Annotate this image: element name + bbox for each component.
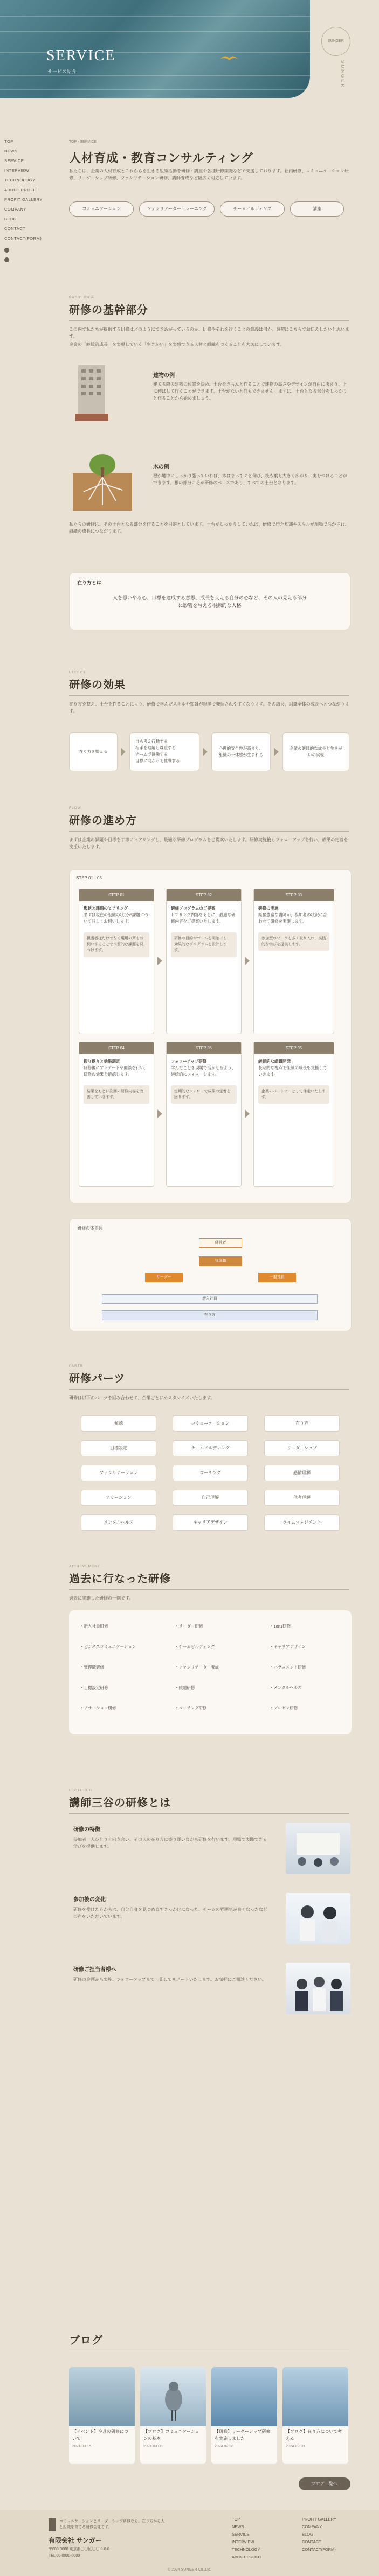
diagram-caption: 研修の体系図 [77,1226,103,1231]
footer-link[interactable]: PROFIT GALLERY [302,2517,336,2522]
arrow-right-icon [245,957,250,965]
part-item[interactable]: リーダーシップ [264,1440,340,1456]
part-item[interactable]: メンタルヘルス [81,1514,156,1531]
blog-post-date: 2024.02.28 [215,2444,234,2448]
nav-item[interactable]: TECHNOLOGY [4,178,36,183]
step-card [166,1042,242,1187]
diagram-node: リーダー [145,1273,183,1282]
past-item: ・管理職研修 [80,1665,104,1670]
blog-thumbnail [282,2367,348,2426]
step-title: 継続的な組織開発 [258,1059,291,1064]
effect-list-item: 自ら考え行動する [135,739,168,744]
step-card [253,1042,334,1187]
step-head: STEP 04 [79,1042,154,1054]
step-head: STEP 06 [254,1042,334,1054]
nav-item[interactable]: CONTACT [4,226,26,231]
blog-post-date: 2024.02.20 [286,2444,305,2448]
arrow-right-icon [157,957,162,965]
side-nav [4,137,58,266]
base-mini: BASIC IDEA [69,296,94,299]
step-note: 定期的なフォローで成果の定着を図ります。 [171,1085,237,1104]
step-card [253,889,334,1034]
lecturer-item-text: 研修の企画から実施、フォローアップまで一貫してサポートいたします。お気軽にご相談ください。 [73,1977,266,1982]
step-note: 担当者様だけでなく現場の声もお伺いすることで本質的な課題を見つけます。 [84,932,149,957]
footer-link[interactable]: CONTACT(FORM) [302,2547,336,2552]
footer-link[interactable]: BLOG [302,2532,313,2537]
blog-more-button[interactable]: ブログ一覧へ [299,2477,350,2490]
step-body: 学んだことを現場で活かせるよう、継続的にフォローします。 [171,1065,236,1077]
effect-card: 在り方を整える [69,732,118,771]
lecturer-item-text: 研修を受けた方からは、自分自身を見つめ直すきっかけになった、チームの雰囲気が良くなったなどの声をいただいています。 [73,1907,267,1919]
step-body: 研修後にアンケートや面談を行い、研修の効果を確認します。 [84,1065,148,1077]
brand-vertical: SUNGER [340,60,345,89]
footer-copyright: © 2024 SUNGER Co.,Ltd. [167,2568,212,2572]
past-item: ・傾聴研修 [175,1685,195,1690]
block1-text: 建てる際の建物の位置を決め、土台をきちんと作ることで建物の高さやデザインが自由に決まり、上に伸ばして行くことができます。土台がないと何もできません。まずは、土台となる部分をしっかりと作ることから始めましょう。 [153,382,347,401]
step-body: 経験豊富な講師が、参加者の状況に合わせて研修を実施します。 [258,912,327,924]
tree-illustration [73,451,132,511]
arrow-right-icon [121,748,126,756]
step-card [166,889,242,1034]
lecturer-item-title: 研修ご担当者様へ [73,1967,116,1973]
facebook-icon[interactable] [4,257,9,262]
step-note: 研修の目的やゴールを明確にし、効果的なプログラムを設計します。 [171,932,237,957]
callout-title: 在り方とは [77,580,102,585]
nav-item[interactable]: SERVICE [4,158,24,163]
step-body: ヒアリング内容をもとに、最適な研修内容をご提案いたします。 [171,912,236,924]
page-title: 人材育成・教育コンサルティング [69,151,253,165]
nav-item[interactable]: INTERVIEW [4,168,30,173]
step-card [79,889,154,1034]
effect-list-item: 目標に向かって挑戦する [135,758,180,763]
footer-address: 〒000-0000 東京都〇〇区〇〇 0-0-0 [49,2547,109,2551]
part-item[interactable]: 他者理解 [264,1490,340,1506]
past-item: ・ハラスメント研修 [270,1665,306,1670]
pill-teambuilding[interactable]: チームビルディング [220,201,285,217]
seminar-photo [286,1823,350,1874]
step-head: STEP 03 [254,889,334,901]
step-note: 結果をもとに次回の研修内容を改善していきます。 [84,1085,149,1104]
page-lead: 私たちは、企業の人材育成とこれからを生きる組織活動を研修・講座や各種研修開発などで支援しております。社内研修、コミュニケーション研修、リーダーシップ研修、ファシリテーション研修、講師養成など幅広く対応しています。 [69,169,349,180]
part-item[interactable]: キャリアデザイン [173,1514,248,1531]
callout-text: 人を思いやる心、目標を達成する意思、成長を支える自分の心など、その人の見える部分に影響を与える根源的な人格 [113,595,307,609]
step-head: STEP 05 [167,1042,241,1054]
part-item[interactable]: コーチング [173,1465,248,1481]
lecturer-item-title: 参加後の変化 [73,1897,106,1903]
block2-title: 木の例 [153,464,169,470]
past-title: 過去に行なった研修 [69,1573,171,1585]
bird-icon [219,54,239,62]
diagram-node: 在り方 [102,1310,318,1320]
footer-link[interactable]: CONTACT [302,2539,321,2544]
past-item: ・新入社員研修 [80,1624,108,1629]
effect-card: 企業の継続的な成長と生きがいの実現 [282,732,349,771]
arrow-right-icon [203,748,208,756]
step-head: STEP 01 [79,889,154,901]
blog-post-title: 【ブログ】コミュニケーションの基本 [143,2429,199,2441]
past-item: ・メンタルヘルス [270,1685,302,1690]
past-item: ・プレゼン研修 [270,1706,298,1711]
past-item: ・ファシリテーター養成 [175,1665,219,1670]
footer-logo-icon [49,2518,56,2531]
effect-list-item: チームで協働する [135,752,168,757]
footer-link[interactable]: SERVICE [232,2532,250,2537]
instagram-icon[interactable] [4,248,9,253]
diagram-node: 経営者 [199,1238,242,1248]
effect-mini: EFFECT [69,671,86,674]
past-item: ・コーチング研修 [175,1706,207,1711]
footer-link[interactable]: INTERVIEW [232,2539,254,2544]
part-item[interactable]: コミュニケーション [173,1415,248,1432]
pill-communication[interactable]: コミュニケーション [69,201,134,217]
blog-post-title: 【ブログ】在り方について考える [286,2429,342,2441]
base-intro2: 企業の「継続的成長」を実現していく「生きがい」を実感できる人材と組織をつくることを大切にしています。 [69,342,285,347]
office-photo [286,1893,350,1944]
past-item: ・アサーション研修 [80,1706,116,1711]
base-intro: この内で私たちが提供する研修はどのようにできあがっているのか、研修やそれを行うことの意義は何か。最初にこちらでお伝えしたいと思います。 [69,327,349,339]
step-card [79,1042,154,1187]
nav-item[interactable]: PROFIT GALLERY [4,197,43,202]
lecturer-title: 講師三谷の研修とは [69,1797,171,1809]
part-item[interactable]: タイムマネジメント [264,1514,340,1531]
diagram-panel [69,1218,352,1331]
diagram-node: 一般社員 [258,1273,296,1282]
lecturer-item-text: 参加者一人ひとりと向き合い、その人の在り方に寄り添いながら研修を行います。現場で実践できる学びを提供します。 [73,1837,267,1849]
part-item[interactable]: 在り方 [264,1415,340,1432]
divider [69,320,349,321]
step-title: フォローアップ研修 [171,1059,207,1064]
past-item: ・目標設定研修 [80,1685,108,1690]
footer-company: 有限会社 サンガー [49,2537,102,2544]
diagram-node: 新入社員 [102,1294,318,1304]
past-item: ・1on1研修 [270,1624,291,1629]
part-item[interactable]: ファシリテーション [81,1465,156,1481]
divider [69,1589,349,1590]
process-panel-label: STEP 01 - 03 [76,876,102,881]
part-item[interactable]: 自己理解 [173,1490,248,1506]
blog-card[interactable] [211,2367,277,2464]
pill-facilitator[interactable]: ファシリテータートレーニング [139,201,215,217]
process-mini: FLOW [69,806,81,810]
step-title: 研修プログラムのご提案 [171,906,216,911]
part-item[interactable]: アサーション [81,1490,156,1506]
lecturer-mini: LECTURER [69,1789,93,1792]
blog-card[interactable] [282,2367,348,2464]
blog-post-date: 2024.03.15 [72,2444,92,2448]
parts-intro: 研修は以下のパーツを組み合わせて、企業ごとにカスタマイズいたします。 [69,1395,215,1400]
effect-list-item: 相手を理解し尊重する [135,745,176,750]
footer-tel: TEL 00-0000-0000 [49,2554,80,2558]
footer-link[interactable]: COMPANY [302,2524,322,2529]
breadcrumb: TOP › SERVICE [69,140,97,144]
part-item[interactable]: チームビルディング [173,1440,248,1456]
step-note: 企業のパートナーとして伴走いたします。 [258,1085,329,1104]
base-title: 研修の基幹部分 [69,304,148,316]
past-panel [69,1610,352,1734]
blog-thumbnail [211,2367,277,2426]
blog-thumbnail [140,2367,206,2426]
step-note: 参加型のワークを多く取り入れ、実践的な学びを提供します。 [258,932,329,951]
footer-link[interactable]: ABOUT PROFIT [232,2554,262,2559]
social-icons-2 [4,256,58,266]
past-intro: 過去に実施した研修の一例です。 [69,1596,134,1601]
step-body: 長期的な視点で組織の成長を支援していきます。 [258,1065,327,1077]
blog-post-date: 2024.03.08 [143,2444,163,2448]
nav-item[interactable]: NEWS [4,149,18,153]
block1-title: 建物の例 [153,373,175,379]
nav-item[interactable]: CONTACT(FORM) [4,236,42,241]
hero-banner [0,0,310,98]
footer-link[interactable]: NEWS [232,2524,244,2529]
arrow-right-icon [245,1109,250,1118]
divider [69,695,349,696]
divider [69,831,349,832]
nav-item[interactable]: BLOG [4,217,17,221]
process-title: 研修の進め方 [69,815,137,827]
blog-thumbnail [69,2367,135,2426]
blog-card[interactable] [140,2367,206,2464]
past-item: ・キャリアデザイン [270,1644,306,1649]
blog-post-title: 【研修】リーダーシップ研修を実施しました [215,2429,271,2441]
footer-tagline: コミュニケーションとリーダーシップ研修なら。在り方から人と組織を育てる研修会社です。 [59,2519,165,2530]
nav-item[interactable]: ABOUT PROFIT [4,187,38,192]
parts-mini: PARTS [69,1364,84,1368]
lecturer-item-title: 研修の特徴 [73,1827,100,1833]
arrow-right-icon [274,748,279,756]
step-body: まずは現在の組織の状況や課題について詳しくお伺いします。 [84,912,148,924]
block2-text: 根が地中にしっかり張っていれば、木はまっすぐと伸び、枝も葉も大きく広がり、実をつけることができます。根の部分こそが研修のベースであり、すべての土台となります。 [153,473,347,485]
step-head: STEP 02 [167,889,241,901]
divider [69,1389,349,1390]
footer-link[interactable]: TOP [232,2517,240,2522]
social-icons [4,247,58,256]
step-title: 現状と課題のヒアリング [84,906,128,911]
meeting-photo [286,1963,350,2014]
process-intro: まずは企業の課題や目標を丁寧にヒアリングし、最適な研修プログラムをご提案いたします。研修実施後もフォローアップを行い、成果の定着を支援いたします。 [69,837,348,849]
past-item: ・リーダー研修 [175,1624,203,1629]
base-body: 私たちの研修は、その土台となる部分を作ることを目的としています。土台がしっかりしていれば、研修で得た知識やスキルが現場で活かされ、組織の成長につながります。 [69,522,349,534]
effect-card: 心理的安全性が高まり、組織の一体感が生まれる [211,732,271,771]
diagram-node: 管理職 [199,1256,242,1266]
past-item: ・ビジネスコミュニケーション [80,1644,136,1649]
divider [69,1813,349,1814]
past-mini: ACHIEVEMENT [69,1565,100,1568]
arrow-right-icon [157,1109,162,1118]
past-item: ・チームビルディング [175,1644,215,1649]
part-item[interactable]: 傾聴 [81,1415,156,1432]
building-illustration [73,360,111,424]
part-item[interactable]: 感情理解 [264,1465,340,1481]
logo-text: SUNGER [328,39,344,44]
hero-title: SERVICE [46,47,116,64]
logo[interactable] [321,27,350,56]
blog-title: ブログ [69,2335,103,2347]
step-title: 研修の実施 [258,906,279,911]
effect-list-card [129,732,199,771]
step-title: 振り返りと効果測定 [84,1059,120,1064]
effect-title: 研修の効果 [69,679,126,691]
part-item[interactable]: 目標設定 [81,1440,156,1456]
blog-post-title: 【イベント】今月の研修について [72,2429,128,2441]
footer-link[interactable]: TECHNOLOGY [232,2547,260,2552]
nav-item[interactable]: TOP [4,139,13,144]
blog-card[interactable] [69,2367,135,2464]
nav-item[interactable]: COMPANY [4,207,26,212]
callout-box [69,572,350,630]
hero-subtitle: サービス紹介 [47,69,77,74]
parts-title: 研修パーツ [69,1373,126,1385]
effect-intro: 在り方を整え、土台を作ることにより、研修で学んだスキルや知識が現場で発揮されやすくなります。その結果、組織全体の成長へとつながります。 [69,702,349,714]
pill-course[interactable]: 講座 [290,201,344,217]
